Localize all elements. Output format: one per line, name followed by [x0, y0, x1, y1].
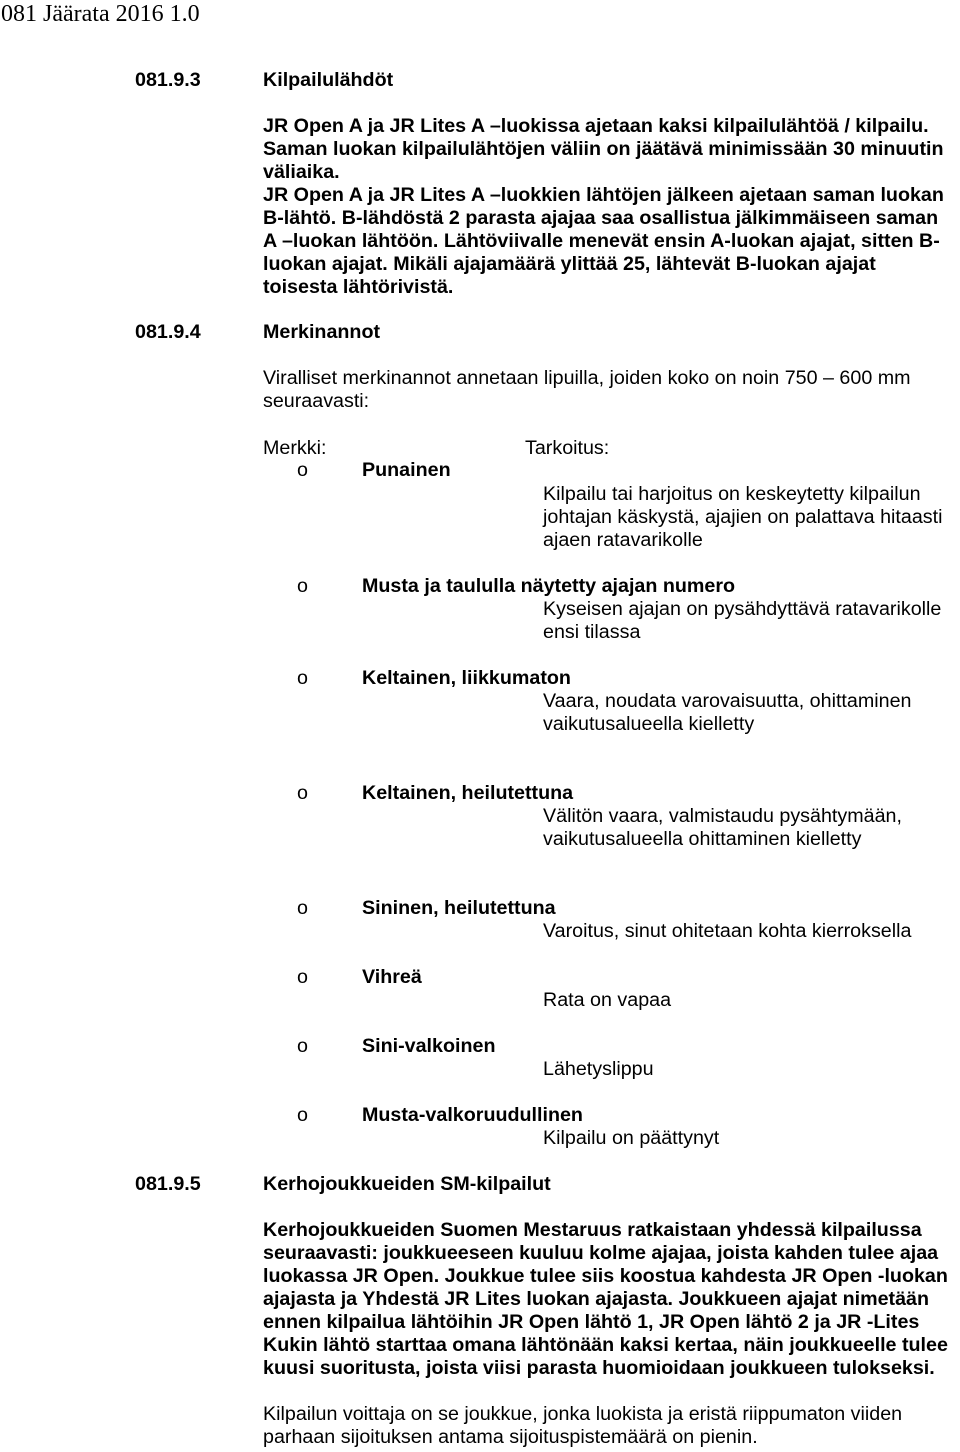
signal-bullet: o [297, 966, 308, 988]
signal-label: Musta ja taululla näytetty ajajan numero [362, 575, 736, 597]
signal-meaning-line: Kilpailu on päättynyt [543, 1127, 720, 1149]
signal-bullet: o [297, 1035, 308, 1057]
team-championship-paragraph [263, 1219, 948, 1380]
signal-meaning [543, 989, 671, 1012]
signal-item [0, 782, 960, 874]
signal-label: Keltainen, heilutettuna [362, 782, 574, 804]
signal-meaning-line: ensi tilassa [543, 621, 641, 643]
paragraph-line: Kukin lähtö starttaa omana lähtönään kaksi kertaa, näin joukkueelle tulee [263, 1334, 948, 1356]
signal-bullet: o [297, 667, 308, 689]
signal-label: Keltainen, liikkumaton [362, 667, 571, 689]
signal-meaning-line: Lähetyslippu [543, 1058, 654, 1080]
signal-meaning-line: ajaen ratavarikolle [543, 529, 703, 551]
column-header-meaning: Tarkoitus: [525, 437, 610, 459]
signal-meaning-line: Varoitus, sinut ohitetaan kohta kierroksella [543, 920, 912, 942]
signal-meaning-line: vaikutusalueella ohittaminen kielletty [543, 828, 862, 850]
signal-meaning [543, 598, 941, 644]
signal-item [0, 667, 960, 759]
signal-meaning-line: Kilpailu tai harjoitus on keskeytetty kilpailun [543, 483, 921, 505]
section-number: 081.9.3 [135, 69, 201, 91]
section-number: 081.9.4 [135, 321, 201, 343]
signal-meaning-line: Vaara, noudata varovaisuutta, ohittaminen [543, 690, 912, 712]
section-number: 081.9.5 [135, 1173, 201, 1195]
signal-bullet: o [297, 575, 308, 597]
paragraph-line: Saman luokan kilpailulähtöjen väliin on jäätävä minimissään 30 minuutin [263, 138, 944, 160]
signal-bullet: o [297, 897, 308, 919]
paragraph-line: seuraavasti: joukkueeseen kuuluu kolme ajajaa, joista kahden tulee ajaa [263, 1242, 939, 1264]
paragraph-line: ajajasta ja Yhdestä JR Lites luokan ajajasta. Joukkueen ajajat nimetään [263, 1288, 930, 1310]
paragraph-line: Kilpailun voittaja on se joukkue, jonka luokista ja eristä riippumaton viiden [263, 1403, 903, 1425]
signal-label: Sininen, heilutettuna [362, 897, 556, 919]
paragraph-line: parhaan sijoituksen antama sijoituspistemäärä on pienin. [263, 1426, 758, 1448]
signals-intro-paragraph [263, 367, 911, 413]
signal-meaning [543, 1127, 719, 1150]
signal-meaning-line: vaikutusalueella kielletty [543, 713, 755, 735]
document-header: 081 Jäärata 2016 1.0 [1, 1, 200, 27]
signal-meaning [543, 805, 902, 851]
paragraph-line: seuraavasti: [263, 390, 370, 412]
signal-item [0, 575, 960, 667]
paragraph-line: toisesta lähtörivistä. [263, 276, 454, 298]
paragraph-line: kuusi suoritusta, joista viisi parasta huomioidaan joukkueen tulokseksi. [263, 1357, 935, 1379]
start-rules-paragraph [263, 115, 944, 299]
signal-meaning-line: Välitön vaara, valmistaudu pysähtymään, [543, 805, 902, 827]
section-title: Merkinannot [263, 321, 381, 343]
winner-paragraph [263, 1403, 902, 1449]
signal-meaning [543, 920, 911, 943]
paragraph-line: B-lähtö. B-lähdöstä 2 parasta ajajaa saa osallistua jälkimmäiseen saman [263, 207, 939, 229]
signal-label: Punainen [362, 459, 451, 481]
paragraph-line: luokassa JR Open. Joukkue tulee siis koostua kahdesta JR Open -luokan [263, 1265, 948, 1287]
signal-meaning-line: Rata on vapaa [543, 989, 672, 1011]
paragraph-line: Viralliset merkinannot annetaan lipuilla, joiden koko on noin 750 – 600 mm [263, 367, 911, 389]
section-title: Kerhojoukkueiden SM-kilpailut [263, 1173, 551, 1195]
signal-bullet: o [297, 1104, 308, 1126]
paragraph-line: A –luokan lähtöön. Lähtöviivalle menevät ensin A-luokan ajajat, sitten B- [263, 230, 940, 252]
signal-bullet: o [297, 459, 308, 481]
paragraph-line: JR Open A ja JR Lites A –luokissa ajetaan kaksi kilpailulähtöä / kilpailu. [263, 115, 929, 137]
signal-label: Vihreä [362, 966, 422, 988]
column-header-sign: Merkki: [263, 437, 327, 459]
signal-meaning [543, 1058, 654, 1081]
paragraph-line: JR Open A ja JR Lites A –luokkien lähtöjen jälkeen ajetaan saman luokan [263, 184, 944, 206]
signal-meaning-line: johtajan käskystä, ajajien on palattava hitaasti [543, 506, 943, 528]
signal-bullet: o [297, 782, 308, 804]
paragraph-line: ennen kilpailua lähtöihin JR Open lähtö 1, JR Open lähtö 2 ja JR -Lites [263, 1311, 920, 1333]
paragraph-line: luokan ajajat. Mikäli ajajamäärä ylittää 25, lähtevät B-luokan ajajat [263, 253, 876, 275]
signal-label: Musta-valkoruudullinen [362, 1104, 583, 1126]
signal-meaning [543, 690, 911, 736]
paragraph-line: Kerhojoukkueiden Suomen Mestaruus ratkaistaan yhdessä kilpailussa [263, 1219, 922, 1241]
section-title: Kilpailulähdöt [263, 69, 394, 91]
signal-meaning-line: Kyseisen ajajan on pysähdyttävä ratavarikolle [543, 598, 942, 620]
paragraph-line: väliaika. [263, 161, 340, 183]
signal-label: Sini-valkoinen [362, 1035, 496, 1057]
signal-item [0, 459, 960, 551]
signal-meaning [543, 483, 942, 552]
